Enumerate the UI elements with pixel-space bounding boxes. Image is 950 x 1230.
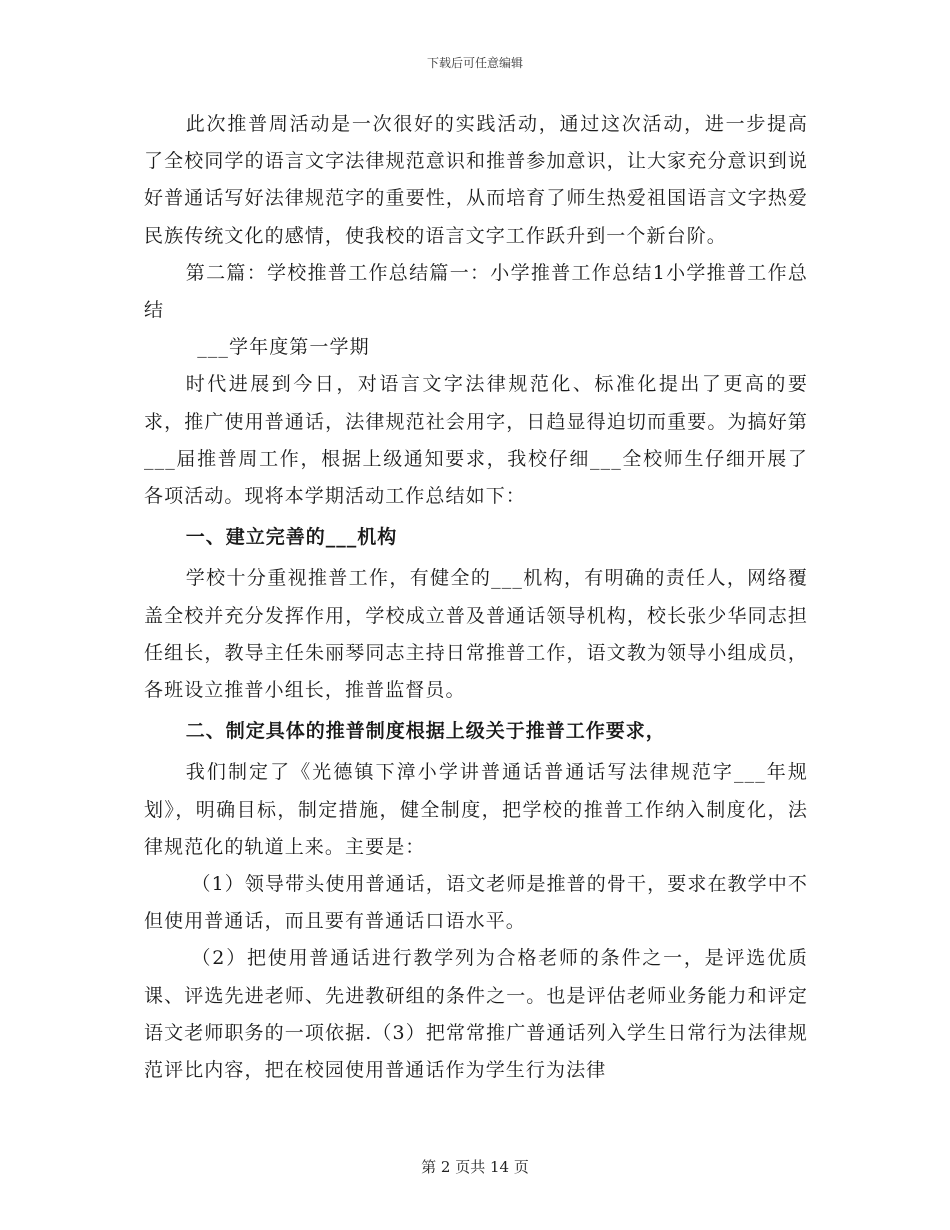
paragraph-intro: 时代进展到今日，对语言文字法律规范化、标准化提出了更高的要求，推广使用普通话，法律规范社会用字，日趋显得迫切而重要。为搞好第___届推普周工作，根据上级通知要求，我校仔细___全校师生仔细开展了各项活动。现将本学期活动工作总结如下： — [144, 373, 808, 508]
paragraph-school-year: ___学年度第一学期 — [197, 336, 370, 359]
paragraph-summary: 此次推普周活动是一次很好的实践活动，通过这次活动，进一步提高了全校同学的语言文字法律规范意识和推普参加意识，让大家充分意识到说好普通话写好法律规范字的重要性，从而培育了师生热爱祖国语言文字热爱民族传统文化的感情，使我校的语言文字工作跃升到一个新台阶。 — [144, 113, 808, 247]
paragraph-organization: 学校十分重视推普工作，有健全的___机构，有明确的责任人，网络覆盖全校并充分发挥作用，学校成立普及普通话领导机构，校长张少华同志担任组长，教导主任朱丽琴同志主持日常推普工作，语文教为领导小组成员，各班设立推普小组长，推普监督员。 — [144, 567, 808, 702]
page-header: 下载后可任意编辑 — [426, 56, 523, 70]
heading-system: 二、制定具体的推普制度根据上级关于推普工作要求， — [185, 720, 666, 743]
document-body — [144, 106, 808, 1089]
paragraph-item-2: （2）把使用普通话进行教学列为合格老师的条件之一，是评选优质课、评选先进老师、先进教研组的条件之一。也是评估老师业务能力和评定语文老师职务的一项依据.（3）把常常推广普通话列入学生日常行为法律规范评比内容，把在校园使用普通话作为学生行为法律 — [144, 947, 808, 1082]
heading-organization: 一、建立完善的___机构 — [185, 526, 398, 549]
page-number: 第 2 页共 14 页 — [421, 1158, 529, 1176]
paragraph-system: 我们制定了《光德镇下漳小学讲普通话普通话写法律规范字___年规划》，明确目标，制定措施，健全制度，把学校的推普工作纳入制度化，法律规范化的轨道上来。主要是： — [144, 761, 808, 858]
paragraph-item-1: （1）领导带头使用普通话，语文老师是推普的骨干，要求在教学中不但使用普通话，而且要有普通话口语水平。 — [144, 873, 808, 933]
paragraph-section-title: 第二篇：学校推普工作总结篇一：小学推普工作总结1小学推普工作总结 — [144, 261, 808, 322]
